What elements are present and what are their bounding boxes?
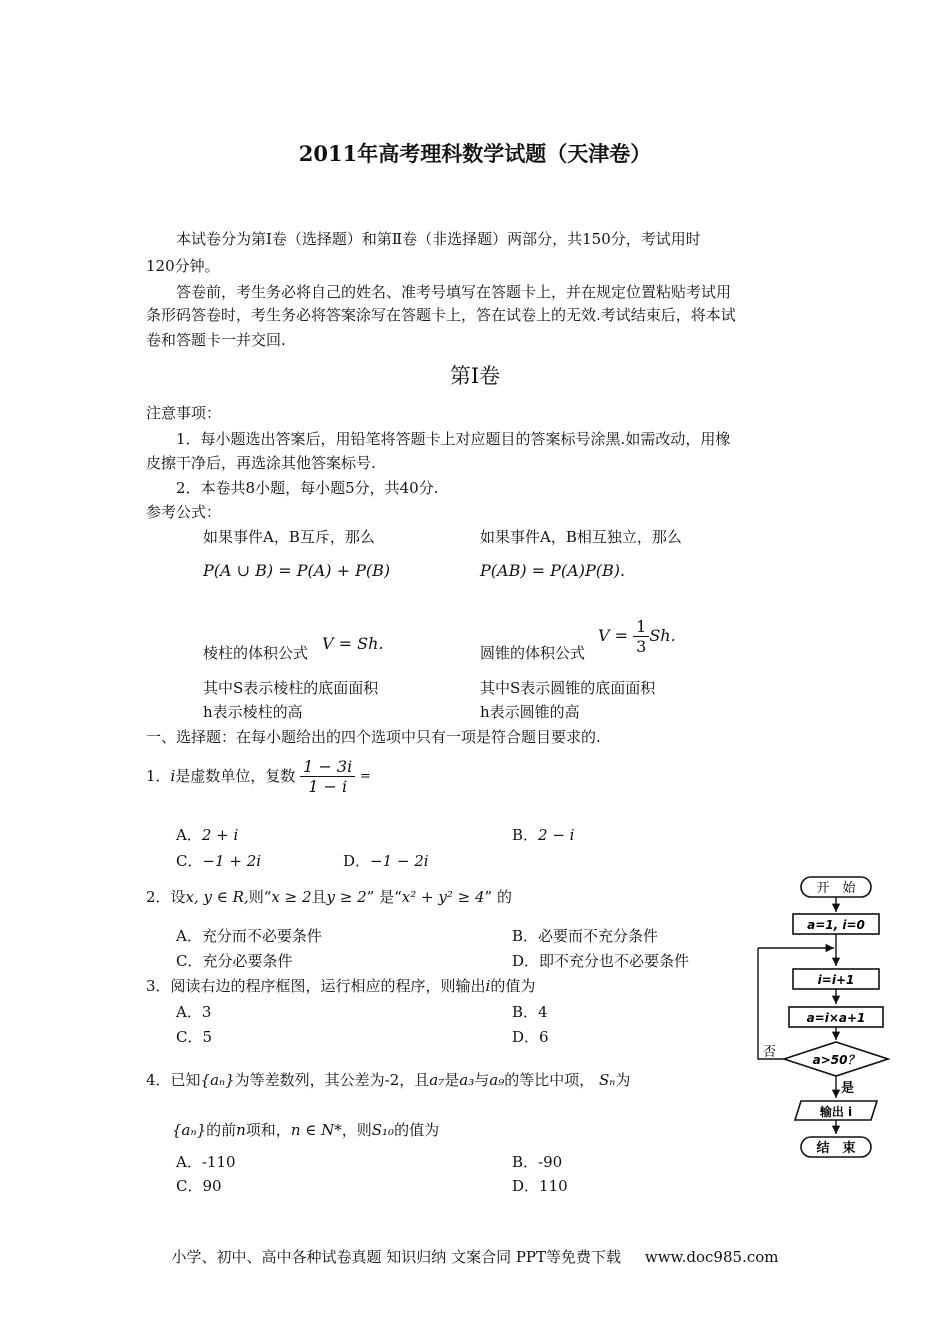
note-1-line1: 1．每小题选出答案后，用铅笔将答题卡上对应题目的答案标号涂黑.如需改动，用橡 (176, 430, 731, 448)
q1-option-a: A．2 + i (176, 826, 239, 844)
flow-condition-label: a>50？ (812, 1053, 860, 1067)
question-4-line2: {aₙ}的前n项和，n ∈ N*，则S₁₀的值为 (172, 1121, 440, 1139)
q1-option-c: C．−1 + 2i (176, 852, 262, 870)
formula-left-condition: 如果事件A，B互斥，那么 (203, 528, 375, 546)
q4-option-c: C．90 (176, 1177, 222, 1195)
flow-no-label: 否 (763, 1045, 777, 1060)
q4-option-a: A．-110 (176, 1153, 236, 1171)
flow-start-label: 开 始 (816, 881, 856, 896)
section-title: 第Ⅰ卷 (449, 364, 501, 388)
q2-option-d: D．即不充分也不必要条件 (512, 952, 690, 970)
page-footer: 小学、初中、高中各种试卷真题 知识归纳 文案合同 PPT等免费下载 www.doc985.com (171, 1248, 779, 1266)
q1-option-d: D．−1 − 2i (343, 852, 429, 870)
question-3: 3．阅读右边的程序框图，运行相应的程序，则输出i的值为 (146, 977, 536, 995)
flow-update-label: a=i×a+1 (806, 1011, 866, 1025)
flow-output-label: 输出 i (819, 1105, 853, 1119)
prism-s-note: 其中S表示棱柱的底面面积 (203, 679, 379, 697)
intro-p2-line3: 卷和答题卡一并交回. (146, 331, 286, 349)
note-1-line2: 皮擦干净后，再选涂其他答案标号. (146, 454, 376, 472)
prism-volume-label: 棱柱的体积公式 (203, 644, 309, 662)
part1-heading: 一、选择题：在每小题给出的四个选项中只有一项是符合题目要求的. (146, 728, 601, 746)
note-2: 2．本卷共8小题，每小题5分，共40分. (176, 479, 439, 497)
cone-volume-label: 圆锥的体积公式 (480, 644, 586, 662)
cone-h-note: h表示圆锥的高 (480, 703, 580, 721)
prism-h-note: h表示棱柱的高 (203, 703, 303, 721)
q3-option-b: B．4 (512, 1003, 548, 1021)
flow-end-label: 结 束 (816, 1141, 856, 1156)
q2-option-c: C．充分必要条件 (176, 952, 293, 970)
formula-union: P(A ∪ B) = P(A) + P(B) (203, 561, 391, 580)
question-2: 2．设x, y ∈ R,则“x ≥ 2且y ≥ 2” 是“x² + y² ≥ 4” 的 (146, 888, 512, 906)
intro-p2-line1: 答卷前，考生务必将自己的姓名、准考号填写在答题卡上，并在规定位置粘贴考试用 (176, 283, 732, 301)
intro-p1-line2: 120分钟。 (146, 257, 220, 275)
cone-volume-formula: V = $\frac{1}{3}$ Sh. (598, 617, 676, 656)
prism-volume-formula: V = Sh. (322, 634, 384, 653)
formulas-heading: 参考公式： (146, 503, 222, 521)
q3-option-d: D．6 (512, 1028, 549, 1046)
flow-init-label: a=1, i=0 (807, 918, 865, 932)
flow-increment-label: i=i+1 (817, 973, 855, 987)
question-1: 1．i是虚数单位，复数 $\frac{1 - 3i}{1 - i}$ = (146, 757, 371, 796)
q2-option-b: B．必要而不充分条件 (512, 927, 659, 945)
q4-option-b: B．-90 (512, 1153, 563, 1171)
q1-option-b: B．2 − i (512, 826, 575, 844)
page-title: 2011年高考理科数学试题（天津卷） (298, 141, 652, 166)
intro-p2-line2: 条形码答卷时，考生务必将答案涂写在答题卡上，答在试卷上的无效.考试结束后，将本试 (146, 306, 736, 324)
q3-option-c: C．5 (176, 1028, 213, 1046)
q1-fraction: $\frac{1 - 3i}{1 - i}$ (300, 757, 355, 796)
question-4-line1: 4．已知{aₙ}为等差数列，其公差为-2，且a₇是a₃与a₉的等比中项， Sₙ为 (146, 1071, 631, 1089)
cone-s-note: 其中S表示圆锥的底面面积 (480, 679, 656, 697)
q4-option-d: D．110 (512, 1177, 568, 1195)
formula-right-condition: 如果事件A，B相互独立，那么 (480, 528, 682, 546)
q3-option-a: A．3 (176, 1003, 212, 1021)
notes-heading: 注意事项： (146, 404, 222, 422)
program-flowchart (745, 868, 930, 1168)
footer-site-link[interactable]: www.doc985.com (644, 1248, 779, 1266)
intro-paragraph-1: 本试卷分为第Ⅰ卷（选择题）和第Ⅱ卷（非选择题）两部分，共150分，考试用时 (176, 230, 701, 248)
formula-independent: P(AB) = P(A)P(B). (480, 561, 626, 580)
q2-option-a: A．充分而不必要条件 (176, 927, 322, 945)
flow-yes-label: 是 (841, 1081, 855, 1096)
